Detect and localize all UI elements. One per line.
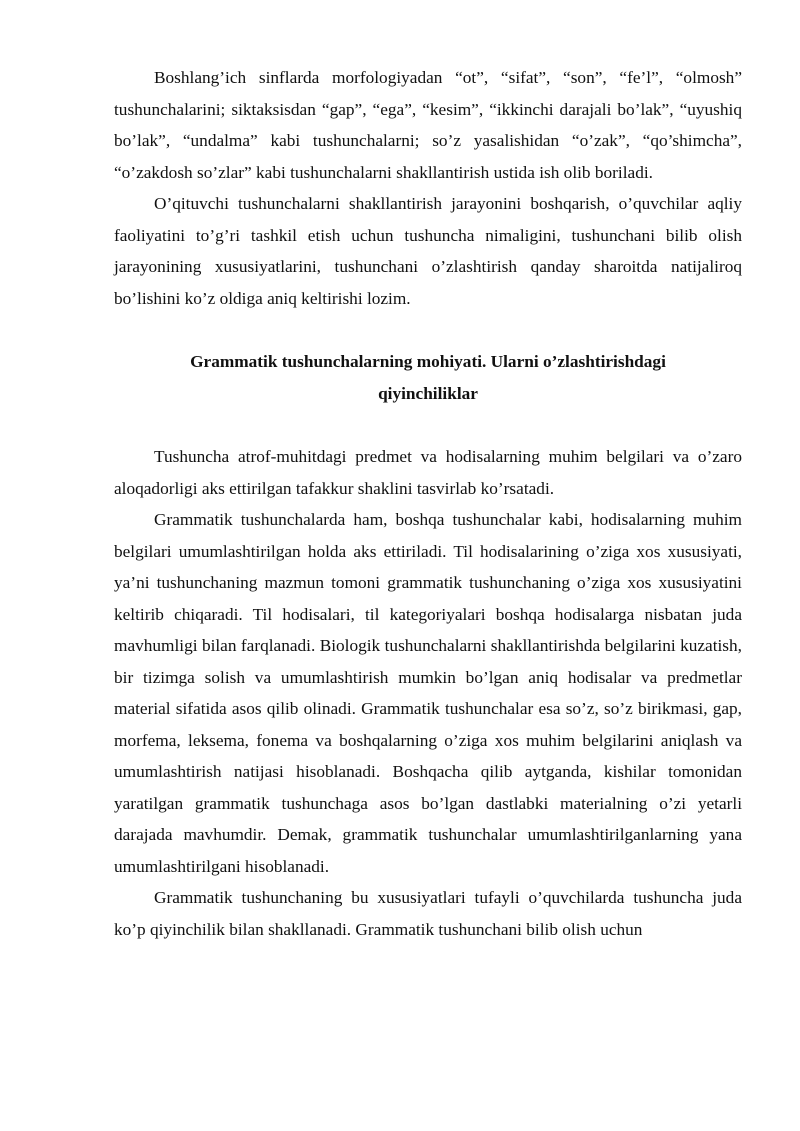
section-heading — [114, 346, 742, 409]
paragraph-teacher-role: O’qituvchi tushunchalarni shakllantirish jarayonini boshqarish, o’quvchilar aqliy faoliyatini to’g’ri tashkil etish uchun tushuncha nimaligini, tushunchani bilib olish jarayonining xususiyatlarini, tushunchani o’zlashtirish qanday sharoitda natijaliroq bo’lishini ko’z oldiga aniq keltirishi lozim. — [114, 194, 742, 308]
paragraph-grammatical-concepts: Grammatik tushunchalarda ham, boshqa tushunchalar kabi, hodisalarning muhim belgilari umumlashtirilgan holda aks ettiriladi. Til hodisalarining o’ziga xos xususiyati, ya’ni tushunchaning mazmun tomoni grammatik tushunchaning o’ziga xos xususiyatini keltirib chiqaradi. Til hodisalari, til kategoriyalari boshqa hodisalarga nisbatan juda mavhumligi bilan farqlanadi. Biologik tushunchalarni shakllantirishda belgilarini kuzatish, bir tizimga solish va umumlashtirish mumkin bo’lgan aniq hodisalar va predmetlar material sifatida asos qilib olinadi. Grammatik tushunchalar esa so’z, so’z birikmasi, gap, morfema, leksema, fonema va boshqalarning o’ziga xos muhim belgilarini aniqlash va umumlashtirish natijasi hisoblanadi. Boshqacha qilib aytganda, kishilar tomonidan yaratilgan grammatik tushunchaga asos bo’lgan dastlabki materialning o’zi yetarli darajada mavhumdir. Demak, grammatik tushunchalar umumlashtirilganlarning yana umumlashtirilgani hisoblanadi. — [114, 510, 742, 876]
paragraph-concept-definition: Tushuncha atrof-muhitdagi predmet va hodisalarning muhim belgilari va o’zaro aloqadorligi aks ettirilgan tafakkur shaklini tasvirlab ko’rsatadi. — [114, 447, 742, 498]
paragraph-morphology-concepts: Boshlang’ich sinflarda morfologiyadan “ot”, “sifat”, “son”, “fe’l”, “olmosh” tushunchalarini; siktaksisdan “gap”, “ega”, “kesim”, “ikkinchi darajali bo’lak”, “uyushiq bo’lak”, “undalma” kabi tushunchalarni; so’z yasalishidan “o’zak”, “qo’shimcha”, “o’zakdosh so’zlar” kabi tushunchalarni shakllantirish ustida ish olib boriladi. — [114, 68, 742, 182]
section-heading-line-2: qiyinchiliklar — [378, 383, 478, 403]
document-page — [114, 62, 742, 945]
paragraph-difficulties: Grammatik tushunchaning bu xususiyatlari tufayli o’quvchilarda tushuncha juda ko’p qiyinchilik bilan shakllanadi. Grammatik tushunchani bilib olish uchun — [114, 888, 742, 939]
section-heading-line-1: Grammatik tushunchalarning mohiyati. Ularni o’zlashtirishdagi — [190, 352, 666, 371]
